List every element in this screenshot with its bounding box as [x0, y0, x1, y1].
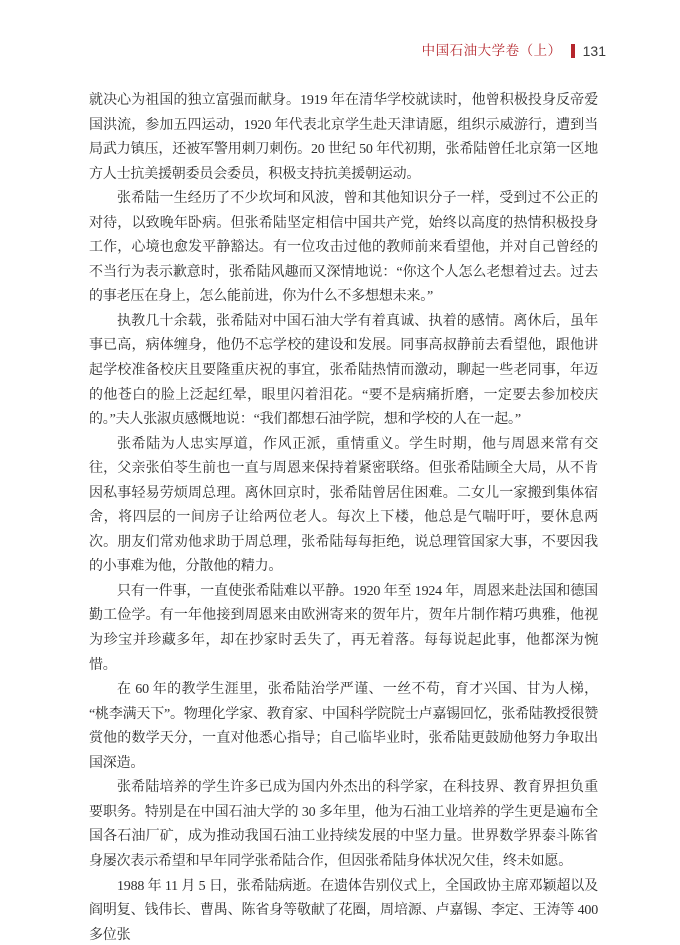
book-volume-title: 中国石油大学卷（上） — [421, 43, 562, 59]
page-header — [422, 44, 606, 58]
paragraph: 在 60 年的教学生涯里，张希陆治学严谨、一丝不苟，育才兴国、甘为人梯，“桃李满天下”。物理化学家、教育家、中国科学院院士卢嘉锡回忆，张希陆教授很赞赏他的数学天分，一直对他悉心指导；自己临毕业时，张希陆更鼓励他努力争取出国深造。 — [89, 682, 598, 771]
paragraph-continuation: 就决心为祖国的独立富强而献身。1919 年在清华学校就读时，他曾积极投身反帝爱国洪流，参加五四运动，1920 年代表北京学生赴天津请愿，组织示威游行，遭到当局武力镇压，还被军警用刺刀刺伤。20 世纪 50 年代初期，张希陆曾任北京第一区地方人士抗美援朝委员会委员，积极支持抗美援朝运动。 — [89, 93, 598, 182]
paragraph: 张希陆为人忠实厚道，作风正派，重情重义。学生时期，他与周恩来常有交往，父亲张伯苓生前也一直与周恩来保持着紧密联络。但张希陆顾全大局，从不肯因私事轻易劳烦周总理。离休回京时，张希陆曾居住困难。二女儿一家搬到集体宿舍，将四层的一间房子让给两位老人。每次上下楼，他总是气喘吁吁，要休息两次。朋友们常劝他求助于周总理，张希陆每每拒绝，说总理管国家大事，不要因我的小事难为他，分散他的精力。 — [89, 436, 598, 575]
paragraph: 张希陆一生经历了不少坎坷和风波，曾和其他知识分子一样，受到过不公正的对待，以致晚年卧病。但张希陆坚定相信中国共产党，始终以高度的热情积极投身工作，心境也愈发平静豁达。有一位攻击过他的教师前来看望他，并对自己曾经的不当行为表示歉意时，张希陆风趣而又深情地说：“你这个人怎么老想着过去。过去的事老压在身上，怎么能前进，你为什么不多想想未来。” — [89, 191, 598, 305]
paragraph-truncated: 1988 年 11 月 5 日，张希陆病逝。在遗体告别仪式上，全国政协主席邓颖超以及阎明复、钱伟长、曹禺、陈省身等敬献了花圈，周培源、卢嘉锡、李定、王涛等 400 多位张 — [89, 878, 598, 943]
paragraph: 执教几十余载，张希陆对中国石油大学有着真诚、执着的感情。离休后，虽年事已高，病体缠身，他仍不忘学校的建设和发展。同事高叔静前去看望他，跟他讲起学校准备校庆且要隆重庆祝的事宜，张希陆热情而激动，聊起一些老同事，年迈的他苍白的脸上泛起红晕，眼里闪着泪花。“要不是病痛折磨，一定要去参加校庆的。”夫人张淑贞感慨地说：“我们都想石油学院，想和学校的人在一起。” — [89, 313, 598, 428]
page-number: 131 — [582, 43, 606, 59]
header-divider-bar — [571, 44, 575, 58]
paragraph: 只有一件事，一直使张希陆难以平静。1920 年至 1924 年，周恩来赴法国和德国勤工俭学。有一年他接到周恩来由欧洲寄来的贺年片，贺年片制作精巧典雅，他视为珍宝并珍藏多年，却在抄家时丢失了，再无着落。每每说起此事，他都深为惋惜。 — [89, 583, 598, 673]
paragraph: 张希陆培养的学生许多已成为国内外杰出的科学家，在科技界、教育界担负重要职务。特别是在中国石油大学的 30 多年里，他为石油工业培养的学生更是遍布全国各石油厂矿，成为推动我国石油工业持续发展的中坚力量。世界数学界泰斗陈省身屡次表示希望和早年同学张希陆合作，但因张希陆身体状况欠佳，终未如愿。 — [89, 780, 598, 869]
article-body — [89, 89, 598, 945]
